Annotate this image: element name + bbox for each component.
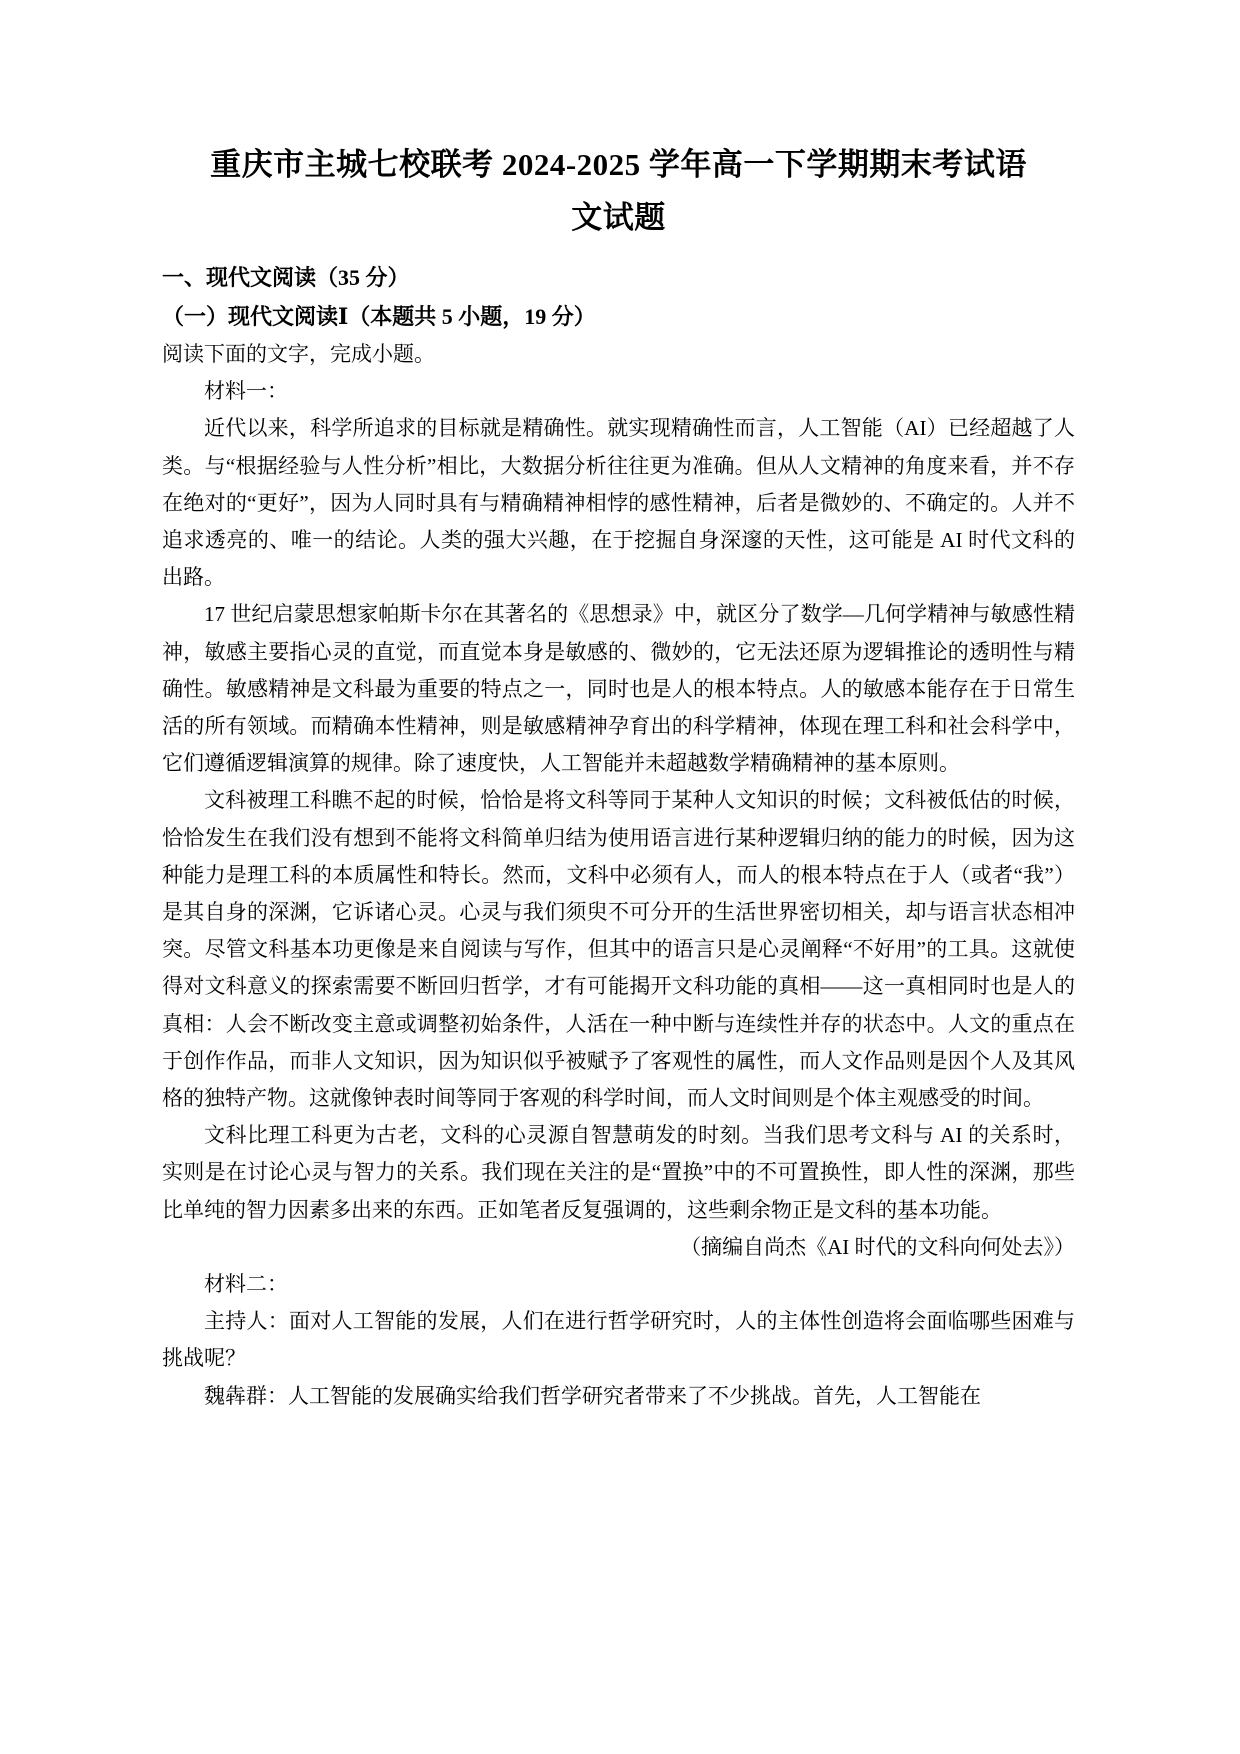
material-1-paragraph-1: 近代以来，科学所追求的目标就是精确性。就实现精确性而言，人工智能（AI）已经超越了人类。与“根据经验与人性分析”相比，大数据分析往往更为准确。但从人文精神的角度来看，并不存在绝对的“更好”，因为人同时具有与精确精神相悖的感性精神，后者是微妙的、不确定的。人并不追求透亮的、唯一的结论。人类的强大兴趣，在于挖掘自身深邃的天性，这可能是 AI 时代文科的出路。 [162, 416, 1075, 590]
material-1-paragraph-3: 文科被理工科瞧不起的时候，恰恰是将文科等同于某种人文知识的时候；文科被低估的时候，恰恰发生在我们没有想到不能将文科简单归结为使用语言进行某种逻辑归纳的能力的时候，因为这种能力是理工科的本质属性和特长。然而，文科中必须有人，而人的根本特点在于人（或者“我”）是其自身的深渊，它诉诸心灵。心灵与我们须臾不可分开的生活世界密切相关，却与语言状态相冲突。尽管文科基本功更像是来自阅读与写作，但其中的语言只是心灵阐释“不好用”的工具。这就使得对文科意义的探索需要不断回归哲学，才有可能揭开文科功能的真相——这一真相同时也是人的真相：人会不断改变主意或调整初始条件，人活在一种中断与连续性并存的状态中。人文的重点在于创作作品，而非人文知识，因为知识似乎被赋予了客观性的属性，而人文作品则是因个人及其风格的独特产物。这就像钟表时间等同于客观的科学时间，而人文时间则是个体主观感受的时间。 [162, 788, 1075, 1111]
subsection-heading-reading-1: （一）现代文阅读Ⅰ（本题共 5 小题，19 分） [162, 304, 596, 329]
material-2-paragraph-wei-ben-qun: 魏犇群：人工智能的发展确实给我们哲学研究者带来了不少挑战。首先，人工智能在 [204, 1383, 981, 1408]
material-1-paragraph-4: 文科比理工科更为古老，文科的心灵源自智慧萌发的时刻。当我们思考文科与 AI 的关系时，实则是在讨论心灵与智力的关系。我们现在关注的是“置换”中的不可置换性，即人性的深渊，那些比单纯的智力因素多出来的东西。正如笔者反复强调的，这些剩余物正是文科的基本功能。 [162, 1123, 1075, 1222]
material-1-paragraph-2: 17 世纪启蒙思想家帕斯卡尔在其著名的《思想录》中，就区分了数学—几何学精神与敏感性精神，敏感主要指心灵的直觉，而直觉本身是敏感的、微妙的，它无法还原为逻辑推论的透明性与精确性。敏感精神是文科最为重要的特点之一，同时也是人的根本特点。人的敏感本能存在于日常生活的所有领域。而精确本性精神，则是敏感精神孕育出的科学精神，体现在理工科和社会科学中，它们遵循逻辑演算的规律。除了速度快，人工智能并未超越数学精确精神的基本原则。 [162, 602, 1075, 776]
material-1-attribution: （摘编自尚杰《AI 时代的文科向何处去》） [680, 1234, 1075, 1259]
material-2-label: 材料二： [204, 1272, 288, 1297]
material-2-paragraph-host: 主持人：面对人工智能的发展，人们在进行哲学研究时，人的主体性创造将会面临哪些困难与挑战呢？ [162, 1309, 1075, 1371]
page-title: 重庆市主城七校联考 2024-2025 学年高一下学期期末考试语文试题 [210, 147, 1027, 235]
section-heading-modern-reading: 一、现代文阅读（35 分） [162, 265, 410, 290]
instruction-text: 阅读下面的文字，完成小题。 [162, 342, 435, 366]
material-1-label: 材料一： [204, 379, 288, 404]
